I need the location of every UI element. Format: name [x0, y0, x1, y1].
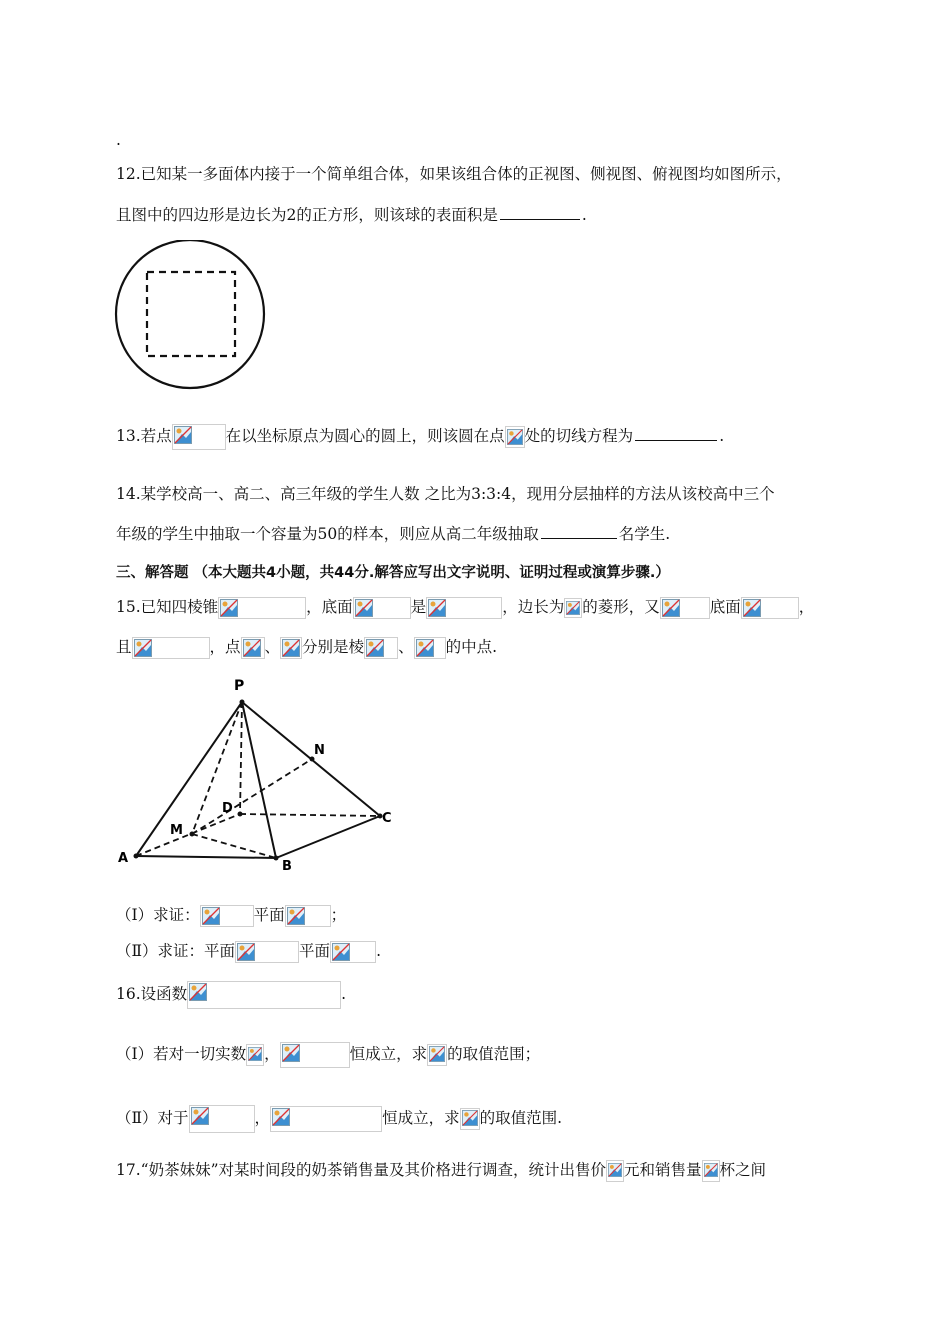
q17-text: 17.“奶茶妹妹”对某时间段的奶茶销售量及其价格进行调查，统计出售价: [116, 1161, 607, 1179]
label-b: B: [282, 859, 292, 872]
q16-text: 恒成立，求: [349, 1045, 428, 1063]
q12-line1: 12.已知某一多面体内接于一个简单组合体，如果该组合体的正视图、侧视图、俯视图均如图所示，: [116, 165, 792, 183]
formula-image-icon: [427, 1044, 447, 1066]
q17-text: 杯之间: [719, 1161, 767, 1179]
q16-part2: [116, 1105, 562, 1133]
formula-image-icon: [270, 1106, 382, 1132]
q12-period: .: [581, 206, 587, 224]
q15-text: 且: [116, 638, 132, 656]
formula-image-icon: [280, 637, 302, 659]
formula-image-icon: [280, 1042, 350, 1068]
formula-image-icon: [218, 597, 306, 619]
q12-line2: [116, 205, 587, 225]
q13-text-b: 在以坐标原点为圆心的圆上，则该圆在点: [225, 427, 505, 445]
edge-dc: [240, 814, 380, 816]
view-dashed-square: [147, 272, 235, 356]
q15-text: （Ⅱ）求证：平面: [116, 942, 236, 960]
q13-period: .: [719, 427, 725, 445]
q16-text: ，: [264, 1045, 280, 1063]
q15-text: ，点: [209, 638, 241, 656]
formula-image-icon: [246, 1044, 264, 1066]
formula-image-icon: [426, 597, 502, 619]
formula-image-icon: [285, 905, 331, 927]
edge-bc: [276, 816, 380, 858]
formula-image-icon: [505, 426, 525, 448]
stray-dot: .: [116, 131, 121, 149]
q15-line1: [116, 597, 814, 619]
q14-line1: 14.某学校高一、高二、高三年级的学生人数 之比为3:3:4，现用分层抽样的方法从该校高中三个: [116, 485, 775, 503]
label-n: N: [314, 743, 325, 758]
q16-line: [116, 981, 346, 1009]
q15-part2: [116, 941, 381, 963]
formula-image-icon: [187, 981, 341, 1009]
label-d: D: [222, 801, 233, 816]
q16-text: ，: [254, 1109, 271, 1127]
q15-text: ，底面: [306, 598, 353, 616]
label-p: P: [234, 678, 245, 694]
q15-text: 平面: [299, 942, 331, 960]
formula-image-icon: [200, 905, 254, 927]
q16-text: （Ⅱ）对于: [116, 1109, 189, 1127]
formula-image-icon: [353, 597, 411, 619]
q15-text: 、: [398, 638, 414, 656]
q13-text-a: 13.若点: [116, 427, 172, 445]
q15-text: 底面: [709, 598, 741, 616]
edge-pd: [240, 702, 242, 814]
q15-text: （Ⅰ）求证：: [116, 906, 200, 924]
q15-text: 的中点.: [445, 638, 498, 656]
q15-text: 平面: [253, 906, 285, 924]
section-header: 三、解答题 （本大题共4小题，共44分.解答应写出文字说明、证明过程或演算步骤.）: [116, 565, 670, 581]
q17-text: 元和销售量: [624, 1161, 702, 1179]
q14-answer-blank: [541, 524, 617, 539]
q16-text: （Ⅰ）若对一切实数: [116, 1045, 247, 1063]
formula-image-icon: [460, 1108, 480, 1130]
q16-text: .: [341, 985, 347, 1003]
q12-text: 且图中的四边形是边长为2的正方形，则该球的表面积是: [116, 206, 498, 224]
formula-image-icon: [364, 637, 398, 659]
segment-mb: [192, 834, 276, 858]
formula-image-icon: [606, 1160, 624, 1182]
q12-answer-blank: [500, 205, 580, 220]
q14-text-end: 名学生.: [618, 525, 671, 543]
q15-text: 分别是棱: [302, 638, 365, 656]
q15-text: 是: [410, 598, 427, 616]
formula-image-icon: [172, 424, 226, 450]
q15-text: ；: [330, 906, 347, 924]
view-circle: [116, 240, 264, 388]
formula-image-icon: [330, 941, 376, 963]
q14-text: 年级的学生中抽取一个容量为50的样本，则应从高二年级抽取: [116, 525, 539, 543]
formula-image-icon: [414, 637, 446, 659]
segment-mn: [192, 759, 312, 834]
q15-text: 的菱形，又: [582, 598, 660, 616]
formula-image-icon: [132, 637, 210, 659]
q16-text: 的取值范围；: [447, 1045, 541, 1063]
formula-image-icon: [660, 597, 710, 619]
formula-image-icon: [741, 597, 799, 619]
q15-part1: [116, 905, 346, 927]
edge-pa: [136, 702, 242, 856]
q13-answer-blank: [635, 426, 717, 441]
segment-pm: [192, 702, 242, 834]
label-m: M: [170, 823, 183, 838]
label-a: A: [118, 851, 129, 866]
formula-image-icon: [189, 1105, 255, 1133]
formula-image-icon: [702, 1160, 720, 1182]
q16-text: 16.设函数: [116, 985, 188, 1003]
three-view-figure: [110, 240, 272, 390]
q16-text: 恒成立，求: [382, 1109, 460, 1127]
q15-text: 、: [264, 638, 281, 656]
q15-line2: [116, 637, 497, 659]
q14-line2: [116, 524, 670, 544]
q16-part1: [116, 1042, 540, 1068]
q13-line: [116, 424, 724, 450]
q15-text: .: [376, 942, 381, 960]
q16-text: 的取值范围.: [479, 1109, 563, 1127]
q17-line: [116, 1160, 766, 1182]
pyramid-figure: [110, 672, 410, 872]
formula-image-icon: [235, 941, 299, 963]
label-c: C: [382, 811, 392, 826]
q13-text-c: 处的切线方程为: [524, 427, 634, 445]
q15-text: ，: [798, 598, 815, 616]
edge-ab: [136, 856, 276, 858]
formula-image-icon: [241, 637, 265, 659]
q15-text: 15.已知四棱锥: [116, 598, 219, 616]
formula-image-icon: [564, 598, 582, 618]
q15-text: ，边长为: [502, 598, 565, 616]
